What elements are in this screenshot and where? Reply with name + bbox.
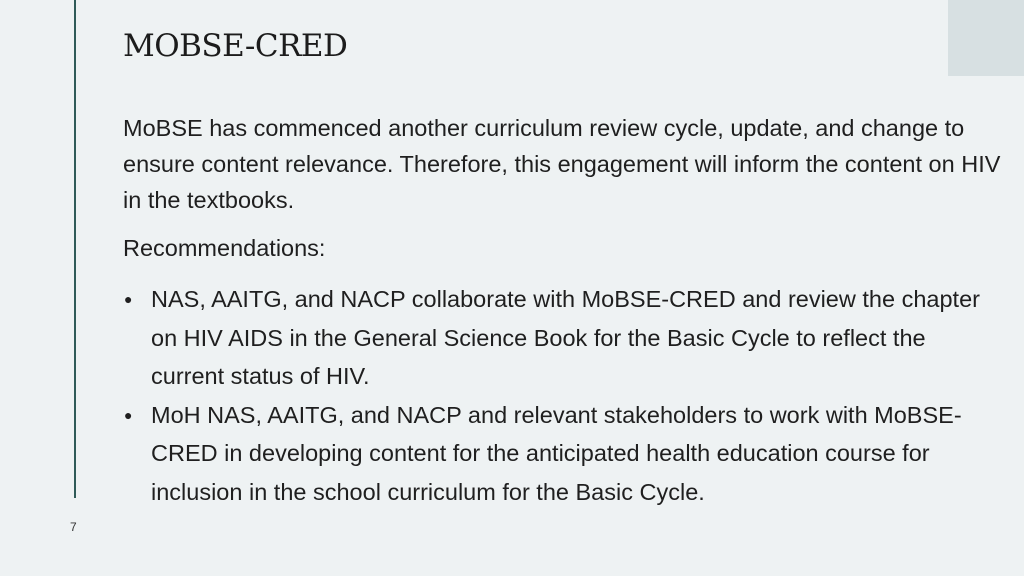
recommendations-heading: Recommendations: xyxy=(123,235,326,261)
bullet-icon: ● xyxy=(124,406,133,423)
list-item-text: NAS, AAITG, and NACP collaborate with MoBSE-CRED and review the chapter on HIV AIDS in the General Science Book for the Basic Cycle to reflect the current status of HIV. xyxy=(151,286,980,389)
slide-title: MOBSE-CRED xyxy=(123,28,348,64)
list-item xyxy=(123,396,1003,512)
recommendations-list xyxy=(123,280,1003,511)
page-number: 7 xyxy=(70,520,77,534)
list-item xyxy=(123,280,1003,396)
list-item-text: MoH NAS, AAITG, and NACP and relevant stakeholders to work with MoBSE-CRED in developing content for the anticipated health education course for inclusion in the school curriculum for the Basic Cycle. xyxy=(151,401,962,505)
corner-decoration xyxy=(948,0,1024,76)
bullet-icon: ● xyxy=(124,291,133,307)
intro-paragraph: MoBSE has commenced another curriculum review cycle, update, and change to ensure content relevance. Therefore, this engagement will inform the content on HIV in the textbooks. xyxy=(123,115,1001,213)
left-vertical-rule xyxy=(74,0,76,498)
slide-body xyxy=(123,110,1003,511)
